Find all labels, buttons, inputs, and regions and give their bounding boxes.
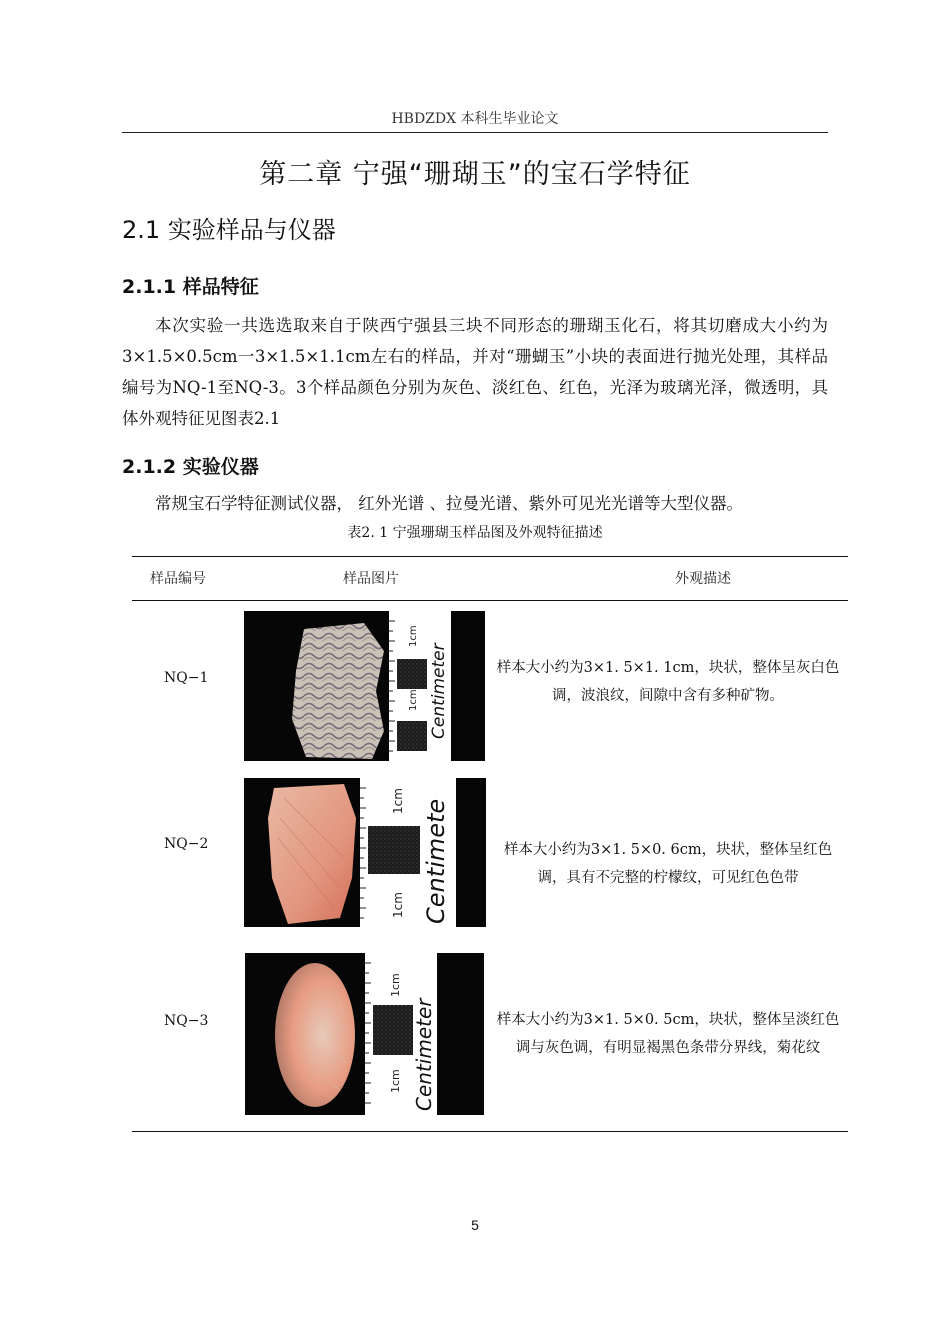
sample-description-nq2: 样本大小约为3×1. 5×0. 6cm，块状，整体呈红色调，具有不完整的柠檬纹，可见红色色带 [503, 842, 833, 886]
scale-label-1cm: 1cm [389, 973, 402, 997]
scale-word-centimeter: Centimeter [429, 643, 449, 739]
sample-photo-nq3 [245, 953, 484, 1115]
section-2-1-1-body: 本次实验一共选选取来自于陕西宁强县三块不同形态的珊瑚玉化石，将其切磨成大小约为3×1.5×0.5cm一3×1.5×1.1cm左右的样品，并对“珊蝴玉”小块的表面进行抛光处理，其样品编号为NQ-1至NQ-3。3个样品颜色分别为灰色、淡红色、红色，光泽为玻璃光泽，微透明，具体外观特征见图表2.1 [122, 316, 828, 428]
running-header: HBDZDX 本科生毕业论文 [391, 111, 559, 127]
sample-id-nq3: NQ−3 [164, 1013, 209, 1029]
sample-description-nq3: 样本大小约为3×1. 5×0. 5cm，块状，整体呈淡红色调与灰色调，有明显褐黑色条带分界线，菊花纹 [496, 1012, 840, 1056]
sample-id-nq1: NQ−1 [164, 670, 209, 686]
scale-word-centimeter: Centimeter [412, 998, 436, 1111]
header-rule [122, 132, 828, 133]
table-top-rule [132, 556, 848, 557]
sample-photo-nq2 [244, 778, 486, 927]
page-number: 5 [471, 1217, 479, 1233]
sample-photo-nq1 [244, 611, 485, 761]
table-caption: 表2. 1 宁强珊瑚玉样品图及外观特征描述 [347, 525, 603, 541]
section-2-1-2-title: 2.1.2 实验仪器 [122, 456, 259, 478]
section-2-1-2-body: 常规宝石学特征测试仪器， 红外光谱 、拉曼光谱、紫外可见光光谱等大型仪器。 [155, 494, 743, 513]
scale-label-1cm: 1cm [391, 788, 405, 814]
table-header-description: 外观描述 [675, 571, 731, 587]
section-2-1-title: 2.1 实验样品与仪器 [122, 216, 336, 244]
scale-label-1cm: 1cm [408, 625, 419, 647]
chapter-title: 第二章 宁强“珊瑚玉”的宝石学特征 [259, 159, 691, 190]
table-header-image: 样品图片 [343, 571, 399, 587]
table-bottom-rule [132, 1131, 848, 1132]
sample-description-nq1: 样本大小约为3×1. 5×1. 1cm，块状，整体呈灰白色调，波浪纹，间隙中含有多种矿物。 [496, 660, 840, 704]
sample-id-nq2: NQ−2 [164, 836, 209, 852]
scale-label-1cm: 1cm [408, 689, 419, 711]
table-header-id: 样品编号 [150, 571, 206, 587]
scale-label-1cm: 1cm [391, 892, 405, 918]
scale-word-centimeter: Centimete [422, 798, 450, 924]
scale-label-1cm: 1cm [389, 1069, 402, 1093]
table-header-rule [132, 600, 848, 601]
section-2-1-1-title: 2.1.1 样品特征 [122, 276, 259, 298]
